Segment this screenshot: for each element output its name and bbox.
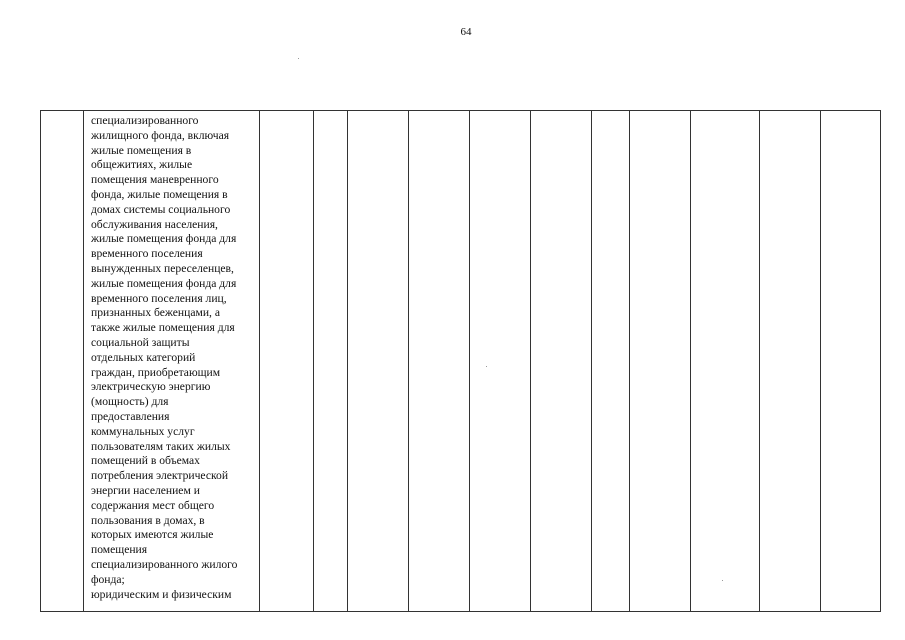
text-line: электрическую энергию <box>91 380 211 394</box>
text-line: (мощность) для <box>91 395 169 409</box>
table-row <box>41 111 881 612</box>
text-line: жилые помещения фонда для <box>91 276 237 290</box>
empty-cell <box>409 111 470 612</box>
text-line: жилые помещения фонда для <box>91 232 237 246</box>
text-line: также жилые помещения для <box>91 321 235 335</box>
text-line: фонда; <box>91 572 125 586</box>
text-line: потребления электрической <box>91 469 229 483</box>
text-line: пользования в домах, в <box>91 513 205 527</box>
description-text <box>84 111 259 602</box>
empty-cell <box>531 111 592 612</box>
text-line: временного поселения <box>91 247 203 261</box>
empty-cell <box>470 111 531 612</box>
text-line: коммунальных услуг <box>91 424 195 438</box>
text-line: жилищного фонда, включая <box>91 128 230 142</box>
text-line: предоставления <box>91 409 170 423</box>
text-line: которых имеются жилые <box>91 528 214 542</box>
text-line: домах системы социального <box>91 202 231 216</box>
text-line: помещения маневренного <box>91 173 219 187</box>
text-line: общежитиях, жилые <box>91 158 193 172</box>
text-line: помещения <box>91 543 148 557</box>
text-line: фонда, жилые помещения в <box>91 187 228 201</box>
empty-cell <box>314 111 348 612</box>
tariff-table <box>40 110 881 612</box>
empty-cell <box>260 111 314 612</box>
text-line: пользователям таких жилых <box>91 439 231 453</box>
scan-speck <box>486 366 487 367</box>
text-line: специализированного <box>91 114 199 127</box>
empty-cell <box>760 111 821 612</box>
empty-cell <box>821 111 881 612</box>
empty-cell <box>592 111 630 612</box>
text-line: граждан, приобретающим <box>91 365 221 379</box>
text-line: специализированного жилого <box>91 557 238 571</box>
scan-speck <box>298 58 299 59</box>
text-line: обслуживания населения, <box>91 217 218 231</box>
empty-cell <box>630 111 691 612</box>
text-line: временного поселения лиц, <box>91 291 227 305</box>
text-line: вынужденных переселенцев, <box>91 261 234 275</box>
text-line: жилые помещения в <box>91 143 192 157</box>
text-line: отдельных категорий <box>91 350 196 364</box>
text-line: социальной защиты <box>91 335 190 349</box>
empty-cell <box>691 111 760 612</box>
scan-speck <box>722 580 723 581</box>
row-number-cell <box>41 111 84 612</box>
page-number: 64 <box>460 26 472 38</box>
text-line: содержания мест общего <box>91 498 215 512</box>
empty-cell <box>348 111 409 612</box>
text-line: юридическим и физическим <box>91 587 232 601</box>
text-line: признанных беженцами, а <box>91 306 220 320</box>
text-line: помещений в объемах <box>91 454 200 468</box>
description-cell <box>84 111 260 612</box>
text-line: энергии населением и <box>91 483 200 497</box>
